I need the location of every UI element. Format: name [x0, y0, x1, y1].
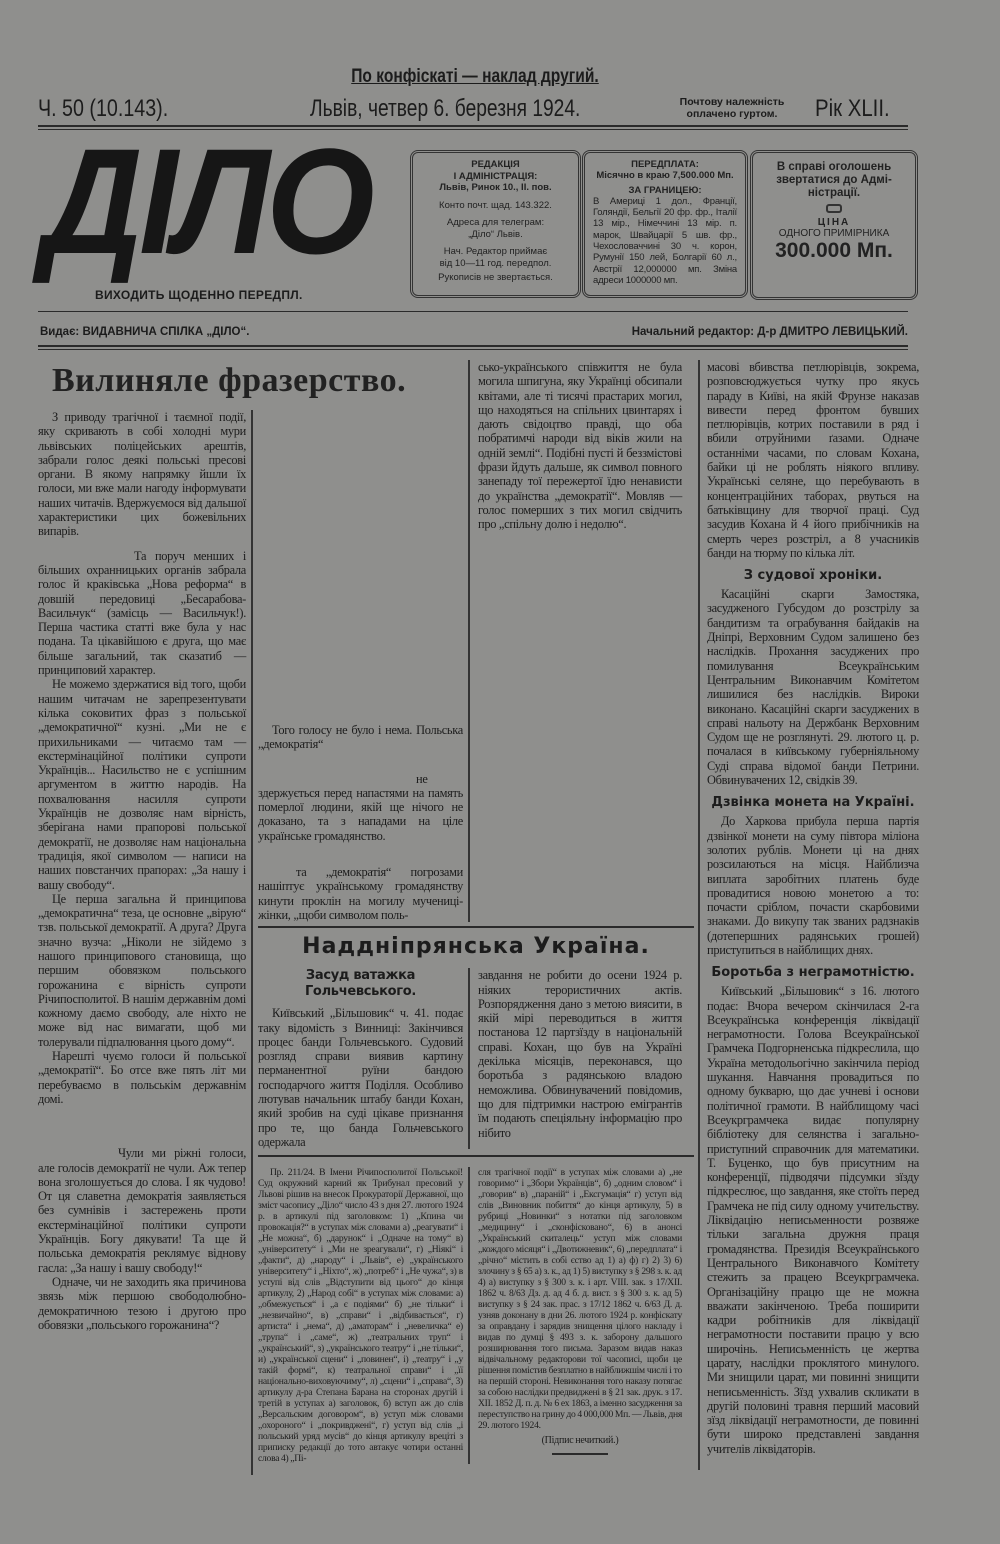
literacy-text: Київський „Більшовик“ з 16. лютого подає: Вчора вечером скінчилася 2-га Всеукраїнська конференція ліквідації неграмотности. Голова Всеукраїнської Грамчека Подгорненська підкреслила, що Україна методольогічно закінчила період шукання. Навчання провадиться по одному букварю, що дає учневі і основи політичної грамоти. В найблищому часі Всеукрграмчека видає популярну бібліотеку для селянства і загально-приступний справочник для математики. Т. Буценко, що був присутним на конференції, підводячи підсумки зїзду підкреслює, що завдання, яке стоїть перед Грамчека не під силу одному учительству. Ліквідацію неписьменности розвяже тільки загальна дружня праця громадянства. Президія Всеукраїнського Центрального Виконавчого Комітету стежить за працею Всеукрграмчека. Організаційну працю ще не можна вважати закінченою. Треба поширити кадри робітників для ліквідації неграмотности поставити працю у всю широчінь. Неписьменність це жертва царату, наслідки проклятого минулого. Ми знищили царат, ми повинні знищити неписьменність. Зїзд ухвалив скликати в другій половині травня перший масовий зїзд ліквідації неграмотности, де повинні бути широко представлені завдання учителів ліквідаторів. [707, 984, 919, 1456]
postage-line-1: Почтову належність [679, 96, 785, 108]
paragraph: Того голосу не було і нема. Польська „демократія“ [258, 723, 463, 752]
subscription-monthly: Місячно в краю 7,500.000 Мп. [596, 170, 734, 182]
year-volume: Рік XLII. [815, 95, 890, 122]
article-col2-part3 [258, 865, 463, 922]
publisher-line: Видає: ВИДАВНИЧА СПІЛКА „ДІЛО“. [40, 326, 250, 338]
postage-note [662, 96, 802, 120]
editor-hours-1: Нач. Редактор приймає [443, 246, 548, 257]
coin-heading: Дзвінка монета на Україні. [711, 795, 915, 811]
masthead-double-rule [38, 345, 908, 347]
editorial-box [410, 150, 581, 298]
column-rule-1 [251, 410, 253, 1475]
legal-notice-col2 [258, 1167, 468, 1464]
ads-line-3: ністрації. [807, 187, 861, 199]
paragraph: З приводу трагічної і таємної події, яку скривають в собі холодні мури львівських поліцейських арештів, забрали голос деякі польські пресові органи. В якому напрямку йшли їх голоси, ми вже мали нагоду інформувати наших читачів. Вдержуємося від дальшої характеристики цих божевільних випарів. [38, 410, 246, 539]
manuscripts-note: Рукописів не звертається. [438, 272, 553, 283]
article-headline: Вилиняле фразерство. [52, 362, 407, 399]
ads-line-2: звертатися до Адмі- [776, 174, 892, 186]
abroad-rates: В Америці 1 дол., Франції, Голяндії, Бельгії 20 фр. фр., Італії 13 мір., Німеччині 13 мір. п. марок, Швайцарії 5 шв. фр., Чехословаччині 30 ч. корон, Румунії 150 лей, Болгарії 60 л., Австрії 12,000000 мп. Зміна адреси 1000000 мп. [593, 195, 737, 286]
naddnipr-col2: Київський „Більшовик“ ч. 41. подає таку відомість з Винниці: Закінчився процес банди Гольчевського. Судовий розгляд справи виявив картину перманентної руїни бандою господарчого життя Поділля. Особливо лютував начальник штабу банди Кохан, який зробив на суді цікаве признання про те, що банда Гольчевського одержала [258, 1006, 463, 1149]
legal-notice-columns [258, 1167, 694, 1464]
editorial-account: Конто почт. щад. 143.322. [439, 199, 552, 211]
ads-line-1: В справі оголошень [776, 161, 892, 173]
article-col1 [38, 410, 246, 1332]
article-col3 [468, 360, 682, 922]
article-col2 [258, 360, 468, 922]
section-heading: Наддніпрянська Україна. [302, 934, 650, 960]
telegram-line-2: „Діло“ Львів. [468, 228, 523, 240]
naddnipr-col2-wrap [258, 968, 468, 1149]
abroad-heading: ЗА ГРАНИЦЕЮ: [628, 184, 702, 196]
subscription-box [582, 150, 748, 298]
paragraph: не здержується перед напастями на память померлої людини, якій ще нічого не доказано, та з нападами на ціле українське громадянство. [258, 771, 463, 843]
legal-notice-col3 [468, 1167, 682, 1464]
article-subheading: Засуд ватажка Гольчевського. [304, 968, 417, 1000]
masthead-title: ДІЛО [42, 117, 371, 285]
paragraph: та „демократія“ погрозами нашіптує українському громадянству кинути проклін на могилу мучениці-жінки, „щоби символом поль- [258, 865, 463, 922]
masthead-rule [38, 311, 908, 312]
editorial-heading-2: І АДМІНІСТРАЦІЯ: [453, 170, 538, 182]
editorial-heading-1: РЕДАКЦІЯ [471, 159, 520, 170]
legal-signature: (Підпис нечиткий.) [541, 1435, 619, 1447]
column-rule-3 [698, 360, 700, 1470]
naddnipr-col4: масові вбивства петлюрівців, зокрема, розповсюджується чутку про якусь параду в Київі, на якій Фрунзе наказав вивести перед фронтом бувших петлюрівців, котрих поставили в ряд і вбили отруйними ґазами. Одначе останніми часами, по словам Кохана, байки ці не роблять ніякого впливу. Українські селяне, що перебувають в концентраційних таборах, рвуться на батьківщину для творчої праці. Суд засудив Кохана й 4 його прибічників на смерть через розстріл, а 8 учасників банди на тюрму по кілька літ. [707, 360, 919, 560]
legal-end-rule [552, 1453, 608, 1455]
column-4 [707, 360, 919, 1456]
article-col1-part3 [38, 1146, 246, 1332]
naddnipr-columns [258, 968, 694, 1149]
issue-price: 300.000 Мп. [775, 239, 893, 262]
paragraph: Не можемо здержатися від того, щоби нашим читачам не зарепрезентувати кілька соковитих фраз з польської „демократичної“ кузні. „Ми не є прихильниками — читаємо там — екстермінаційної політики супроти Українців... Насильство не є успішним аргументом в життю народів. На похвалювання насилля супроти Українців не дозволяє нам вірність, зберігана нами прапорові польської демократії, не дозволяє нам національна традиція, якої символом — написи на наших повстанчих прапорах: „За нашу і вашу свободу“. [38, 677, 246, 892]
naddnipr-col3-wrap [468, 968, 682, 1149]
court-chronicle-heading: З судової хроніки. [743, 568, 883, 584]
paragraph: Це перша загальна й принципова „демократична“ теза, це основне „вірую“ тзв. польської демократії. А друга? Друга значно вузча: „Ніколи не зійдемо з нашого принципового становища, що першим обовязком польського горожанина є вірність супроти Річипосполитої. В нашім державнім домі кожному даємо свободу, але ніхто не може від нас вимагати, щоб ми толерували підпалювання цього дому“. [38, 891, 246, 1049]
telegram-line-1: Адреса для телеграм: [446, 217, 545, 228]
paragraph: Нарешті чуємо голоси й польської „демократії“. Бо отсе вже пять літ ми перебуваємо в польськім державнім домі. [38, 1049, 246, 1106]
postage-line-2: оплачено гуртом. [686, 108, 778, 120]
masthead-subtitle: ВИХОДИТЬ ЩОДЕННО ПЕРЕДПЛ. [95, 288, 303, 302]
masthead-double-rule-2 [38, 349, 908, 350]
price-label: ЦІНА [817, 217, 851, 228]
paragraph: Пр. 211/24. В Імени Річипосполитої Польської! Суд окружний карний як Трибунал пресовий у Львові рішив на внесок Прокураторії Державної, що зміст часопису „Діло“ число 43 з дня 27. лютого 1924 р. в артикулі під заголовком: 1) „Кпина чи провокація?“ в уступах між словами а) „реагувати“ і „Не можна“, б) „дарунок“ і „Одначе на тому“ в) „університету“ і „Ми не зреагували“, г) „Ніякі“ і „факти“, д) „народу“ і „Львів“, е) „українського університету“ і „Ніхто“, ж) „потреб“ і „Не чужа“, з) в уступі від слів „Відступити від цього“ до кінця артикулу, 2) „Народ собі“ в уступах між словами: а) „обмежується“ і „а є подіями“ б) „не тільки“ і „незвичайно“, в) „справи“ і „відбивається“, г) артиста“ і „нема“, д) „аматорам“ і „невеличка“ е) „трупа“ і „саме“, ж) „театральних труп“ і „український“, з) „українського театру“ і „не тільки“, и) „української сцени“ і „повинен“, і) „театру“ і „у такій формі“, к) театральної справи“ і „її національно-виховуючиму“, л) „сцени“ і „справа“, 3) артикулу д-ра Степана Барана на сторонах другій і третій в уступах а) заголовок, б) вступ аж до слів „Версальским договором“, в) уступ між словами „охороного“ і „покривджені“, г) уступ від слів „і польський уряд мусів“ до кінця артикулу вреціті з припиcку редакції до тото автакує чотири останні слова 4) „Пі- [258, 1167, 463, 1465]
naddnipr-col3: завдання не робити до осени 1924 р. ніяких терористичних актів. Розпорядження дано з метою виясити, в якій мірі переводиться в життя постанова 12 партзїзду в національній справі. Кохан, що був на Україні декілька місяців, переконався, що боротьба з радянською владою неможлива. Обвинувачений повідомив, що для підтримки настрою емігрантів їм подають спеціяльну інформацію про нібито [478, 968, 682, 1140]
price-box [750, 150, 918, 300]
chief-editor-line: Начальний редактор: Д-р ДМИТРО ЛЕВИЦЬКИЙ. [631, 326, 908, 338]
price-subtitle: ОДНОГО ПРИМІРНИКА [778, 228, 890, 239]
paragraph: Чули ми ріжні голоси, але голосів демократії не чули. Аж тепер вона зголошується до слова. І як чудово! От ця славетна демократія заявляється без сумнівів і застережень проти екстермінаційної політики супроти Українців. Богу дякувати! Та ще й польська демократія реклямує відновy гасла: „За нашу і вашу свободу!“ [38, 1146, 246, 1275]
court-chronicle-text: Касаційні скарги Замостяка, засудженого Губсудом до розстрілу за бандитизм та ограбування байдаків на Дніпрі, Верховним Судом залишено без наслідків. Прохання засуджених про помилування Всеукраїнським Центральним Виконавчим Комітетом лишилися без наслідків. Вироки виконано. Касаційні скарги засуджених в справі нальоту на Держбанк Верховним Судом ще не розглянуті. 29. лютого ц. р. почалася в київському губерніяльному Суді справа відомої банди Петрини. Обвинувачених 12, свідків 39. [707, 587, 919, 788]
columns-2-3 [258, 360, 694, 1464]
paragraph: Та поруч менших і більших охранницьких органів забрала голос й краківська „Нова реформа“ в довшій передовиці „Бесарабова-Васильчук“ (замісць — Васильчук!). Перша частика статті вже була у нас подана. Та цікавійшою є друга, що має більше загальний, так сказатиб — принциповий характер. [38, 548, 246, 678]
article-col2-part2 [258, 772, 463, 843]
ornament-icon [826, 204, 842, 213]
editorial-address: Львів, Ринок 10., ІІ. пов. [439, 182, 552, 193]
paragraph: сля трагічної події“ в уступах між словами а) „не говоримо“ і „Збори Українців“, б) „одним словом“ і „говорив“ в) „параній“ і „Ексгумація“ г) уступ від слів „Виновник побиття“ до кінця артикулу, 5) в рубриці „Новинки“ з нотатки під заголовком „медицину“ і „сконфісковано“, 6) в анонсі „Український скиталець“ уступ між словами „кождого місяця“ і „Двотижневик“, 6) „передплата“ і „річно“ містить в собі єство ад 1) а) ф) г) 2) 3) 6) злочину з § 65 а) з. к., ад 1) 5) виступку з § 298 з. к. ад 4) а) виступку з § 300 з. к. і арт. VIII. зак. з 17/XII. 1862 ч. 8/63 Дз. д. ад 4 б. д. вист. з § 300 з. к. ад 5) виступку з § 24 зак. прас. з 17/12 1862 ч. 6/63 Д. д. узняв доконану в дни 26. лютого 1924 р. конфіскату за оправдану і зарядив знищення цілого накладу і видав по думці § 493 з. к. заборону дальшого розширювання того письма. Заразом видав наказ відвічальному редакторови тої часописі, щоби це рішення помістив безплатно в найближшім числі і то на першій стороні. Невиконання того наказу потягає за собою наслідки предвиджені в § 21 зак. друк. з 17. XII. 1852 Д. п. д. № 6 ех 1863, а іменно засудження за переступство на грину до 4 000,000 Мп. — Львів, дня 29. лютого 1924. [478, 1167, 682, 1432]
article-col1-part2 [38, 549, 246, 1107]
section-rule-bottom [258, 1155, 694, 1157]
paragraph: Одначе, чи не заходить яка причинова звязь між першою свободолюбно-демократичною тезою і другою про обовязки „польського горожанина“? [38, 1274, 246, 1332]
dateline: Львів, четвер 6. березня 1924. [310, 95, 581, 122]
literacy-heading: Боротьба з неграмотністю. [711, 965, 915, 981]
coin-text: До Харкова прибула перша партія дзвінкої монети на суму півтора міліона золотих рублів. Монети ці на днях розсилаються на місця. Найблизча виплата заробітних платень буде провадитися новою монетою а то: почасти сріблом, почасти скарбовими знаками. До викупу так званих радзнаків (дотепершних радянських грошей) приступиться в найблищих днях. [707, 814, 919, 957]
section-rule-top [258, 926, 694, 928]
article-col2-part1 [258, 723, 463, 752]
issue-number: Ч. 50 (10.143). [38, 95, 169, 122]
article-upper-columns [258, 360, 694, 922]
paragraph: сько-українського співжиття не була могила шпигуна, яку Українці обсипали квітами, але ті тисячі прастарих могил, що находяться на спільних цвинтарях і дають свідоцтво правді, що оба побратимчі народи від віків жили на одній землі“. Подібні пусті й беззмістові фрази йдуть дальше, як символ повного занепаду тої пережертої їдю ненависти до українства „демократії“. Мовляв — голос померших з тих могил свідчить про „спільну долю і недолю“. [478, 360, 682, 532]
editor-hours-2: від 10—11 год. передпол. [439, 257, 552, 269]
subscription-heading: ПЕРЕДПЛАТА: [631, 159, 699, 170]
second-edition-notice: По конфіскаті — наклад другий. [351, 66, 599, 87]
article-col1-part1 [38, 410, 246, 539]
